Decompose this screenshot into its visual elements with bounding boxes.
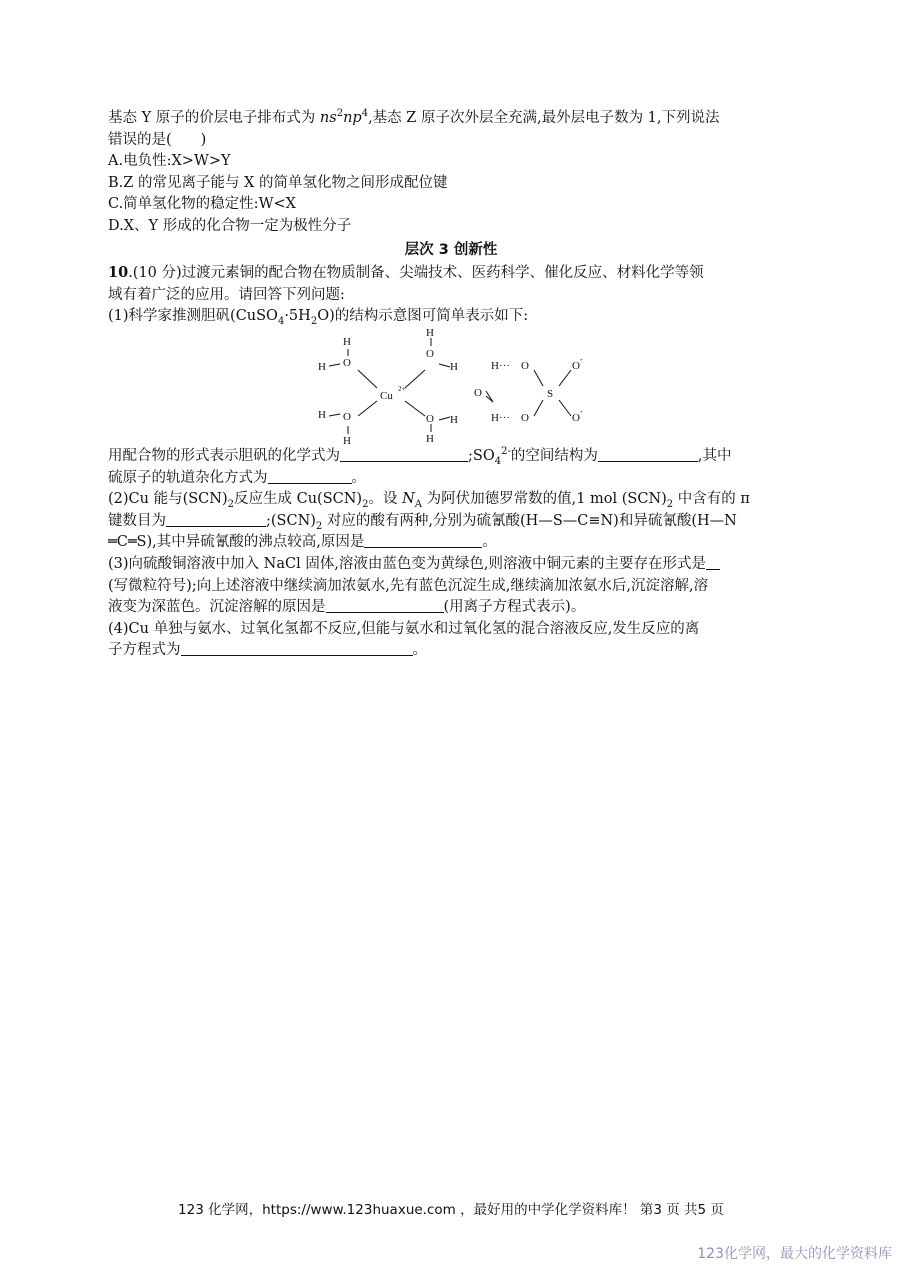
- q10-part3-line2: (写微粒符号);向上述溶液中继续滴加浓氨水,先有蓝色沉淀生成,继续滴加浓氨水后,沉淀溶解,溶: [108, 577, 709, 594]
- q10-part1-line1: 用配合物的形式表示胆矾的化学式为 $;SO_4^{2-}$的空间结构为 ,其中: [108, 446, 732, 467]
- q10-part1-line2: 硫原子的轨道杂化方式为 。: [108, 469, 366, 486]
- structure-diagram-area: [108, 328, 794, 446]
- h-atom: H: [318, 408, 326, 421]
- answer-blank[interactable]: [598, 447, 698, 462]
- q9-option-c: C.简单氢化物的稳定性:W<X: [108, 196, 296, 213]
- answer-blank[interactable]: [181, 641, 413, 656]
- q10-intro-line2: 域有着广泛的应用。请回答下列问题:: [108, 286, 345, 303]
- sulfate-o: O: [521, 411, 529, 424]
- h-atom: H: [426, 432, 434, 445]
- answer-blank[interactable]: [326, 598, 444, 613]
- sulfate-o: O: [572, 411, 580, 424]
- q9-option-a: A.电负性:X>W>Y: [108, 153, 231, 170]
- q10-part2-line2: 键数目为 $;(SCN)_2$ 对应的酸有两种,分别为硫氰酸(H—S—C≡N)和异硫氰酸(H—N: [108, 512, 737, 532]
- q9-option-b: B.Z 的常见离子能与 X 的简单氢化物之间形成配位键: [108, 174, 448, 191]
- h-bond-lower: H···: [491, 411, 510, 424]
- h-atom: H: [318, 360, 326, 373]
- q9-stem-line1: 基态 Y 原子的价层电子排布式为 $ns^2np^4$,基态 Z 原子次外层全充满,最外层电子数为 1,下列说法: [108, 108, 720, 126]
- h-atom: H: [343, 434, 351, 446]
- o-atom: O: [426, 347, 434, 360]
- h-atom: H: [450, 360, 458, 373]
- o-atom: O: [343, 410, 351, 423]
- o-atom: O: [426, 412, 434, 425]
- q10-part4-line1: (4)Cu 单独与氨水、过氧化氢都不反应,但能与氨水和过氧化氢的混合溶液反应,发生反应的离: [108, 620, 700, 637]
- answer-blank[interactable]: [364, 533, 482, 548]
- answer-blank[interactable]: [706, 555, 720, 570]
- q10-part4-line2: 子方程式为 。: [108, 642, 427, 659]
- q10-intro-line1: 10.(10 分)过渡元素铜的配合物在物质制备、尖端技术、医药科学、催化反应、材料化学等领: [108, 264, 704, 282]
- answer-blank[interactable]: [268, 469, 352, 484]
- bridging-o-atom: O: [474, 386, 482, 399]
- o-charge: -: [580, 354, 583, 364]
- sulfate-o: O: [521, 359, 529, 372]
- page-content: [108, 108, 794, 662]
- q10-part1-prompt: (1)科学家推测胆矾$(CuSO_4\cdot 5H_2O)$的结构示意图可简单表示如下:: [108, 308, 529, 328]
- sulfate-o: O: [572, 359, 580, 372]
- page-footer: 123 化学网，https://www.123huaxue.com ，最好用的中学化学资料库！ 第3 页 共5 页: [178, 1202, 724, 1218]
- h-atom: H: [426, 327, 434, 339]
- cu-ion: Cu: [380, 389, 393, 402]
- q10-part2-line3: ═C═S),其中异硫氰酸的沸点较高,原因是 。: [108, 534, 497, 551]
- o-atom: O: [343, 356, 351, 369]
- cu-charge: 2+: [398, 384, 406, 393]
- q10-part3-line3: 液变为深蓝色。沉淀溶解的原因是 (用离子方程式表示)。: [108, 599, 586, 616]
- o-charge: -: [580, 406, 583, 416]
- section-heading: 层次 3 创新性: [404, 241, 498, 258]
- sulfur-atom: S: [547, 387, 554, 400]
- q10-part3-line1: (3)向硫酸铜溶液中加入 NaCl 固体,溶液由蓝色变为黄绿色,则溶液中铜元素的主要存在形式是: [108, 554, 794, 576]
- site-watermark: 123化学网，最大的化学资料库: [697, 1246, 892, 1262]
- q9-option-d: D.X、Y 形成的化合物一定为极性分子: [108, 217, 352, 234]
- h-atom: H: [450, 413, 458, 426]
- q9-stem-line2: 错误的是( ): [108, 131, 207, 148]
- answer-blank[interactable]: [340, 447, 468, 462]
- q10-part2-line1: (2)Cu 能与$(SCN)_2$反应生成 $Cu(SCN)_2$。设 $N_A$ 为阿伏加德罗常数的值,1 mol $(SCN)_2$ 中含有的 π: [108, 491, 750, 511]
- h-bond-upper: H···: [491, 359, 510, 372]
- answer-blank[interactable]: [166, 512, 266, 527]
- blue-vitriol-structure-diagram: [313, 328, 603, 446]
- h-atom: H: [343, 335, 351, 348]
